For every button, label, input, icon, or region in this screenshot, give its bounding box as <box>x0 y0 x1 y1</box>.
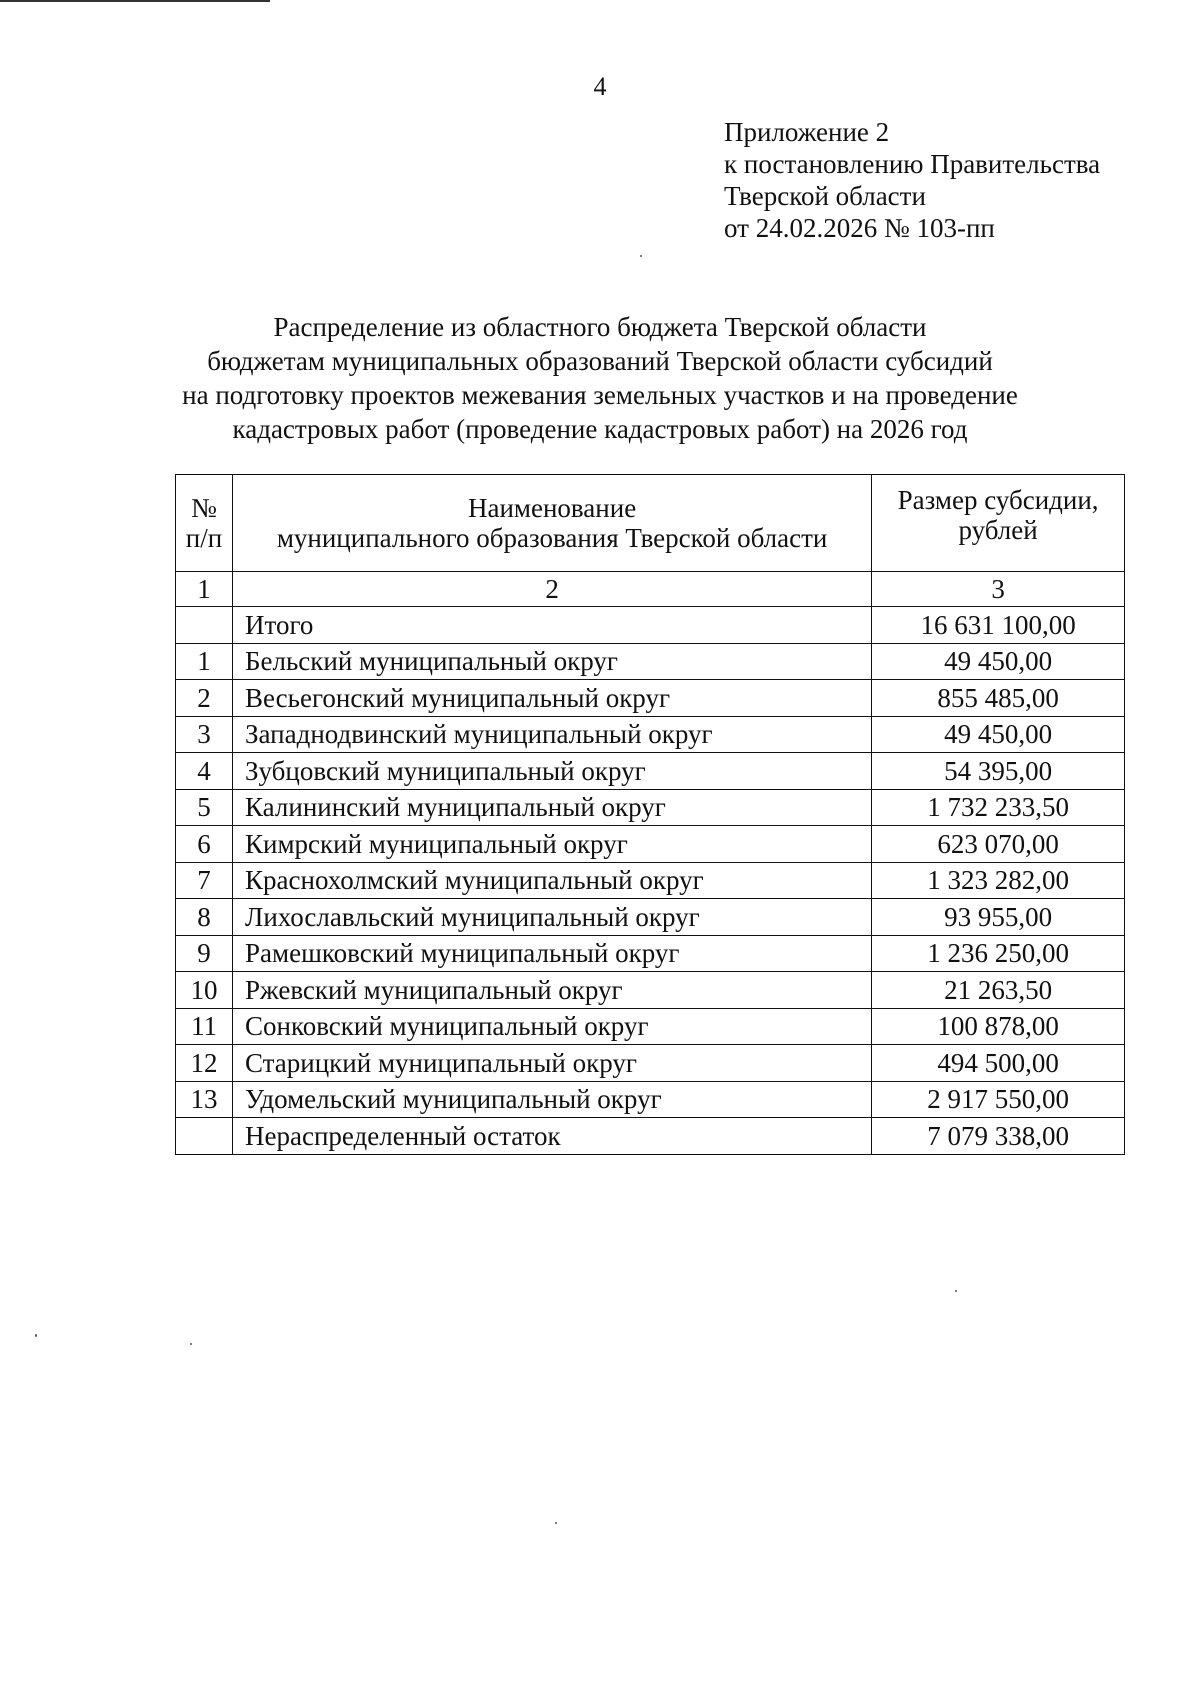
scan-speck <box>35 1334 37 1337</box>
row-name: Краснохолмский муниципальный округ <box>233 862 872 899</box>
table-row <box>176 643 1125 680</box>
row-num <box>176 607 233 644</box>
row-name: Сонковский муниципальный округ <box>233 1008 872 1045</box>
subsidy-table <box>175 474 1125 1155</box>
row-sum: 1 236 250,00 <box>872 935 1125 972</box>
row-name: Бельский муниципальный округ <box>233 643 872 680</box>
row-name: Западнодвинский муниципальный округ <box>233 716 872 753</box>
table-row-total <box>176 607 1125 644</box>
appendix-line: к постановлению Правительства <box>724 149 1101 179</box>
row-num: 4 <box>176 753 233 790</box>
column-index: 1 <box>176 572 233 607</box>
row-num: 5 <box>176 789 233 826</box>
row-sum: 1 732 233,50 <box>872 789 1125 826</box>
page-number: 4 <box>593 72 607 101</box>
header-name <box>233 475 872 572</box>
title-line: на подготовку проектов межевания земельных участков и на проведение <box>182 380 1018 410</box>
row-name: Ржевский муниципальный округ <box>233 972 872 1009</box>
table-row <box>176 899 1125 936</box>
scan-speck <box>955 1290 957 1292</box>
row-num: 11 <box>176 1008 233 1045</box>
scan-speck <box>190 1343 192 1345</box>
row-sum: 1 323 282,00 <box>872 862 1125 899</box>
header-sum <box>872 475 1125 572</box>
column-index: 2 <box>233 572 872 607</box>
row-name: Старицкий муниципальный округ <box>233 1045 872 1082</box>
row-num: 12 <box>176 1045 233 1082</box>
row-num: 1 <box>176 643 233 680</box>
table-row <box>176 680 1125 717</box>
row-num: 6 <box>176 826 233 863</box>
scan-speck <box>640 255 642 257</box>
title-line: Распределение из областного бюджета Тверской области <box>273 312 927 342</box>
scan-speck <box>555 1522 557 1524</box>
column-index-row <box>176 572 1125 607</box>
row-num: 9 <box>176 935 233 972</box>
row-sum: 2 917 550,00 <box>872 1081 1125 1118</box>
header-sum-line: Размер субсидии, <box>897 485 1099 515</box>
table-row <box>176 753 1125 790</box>
document-title <box>150 310 1050 446</box>
table-row-remainder <box>176 1118 1125 1155</box>
row-name: Весьегонский муниципальный округ <box>233 680 872 717</box>
row-sum: 7 079 338,00 <box>872 1118 1125 1155</box>
row-name: Кимрский муниципальный округ <box>233 826 872 863</box>
header-name-line: Наименование <box>467 493 637 523</box>
table-row <box>176 972 1125 1009</box>
row-sum: 49 450,00 <box>872 643 1125 680</box>
row-num: 13 <box>176 1081 233 1118</box>
table-header-row <box>176 475 1125 572</box>
row-sum: 49 450,00 <box>872 716 1125 753</box>
table-row <box>176 1081 1125 1118</box>
header-sum-line: рублей <box>958 515 1038 545</box>
row-sum: 93 955,00 <box>872 899 1125 936</box>
row-name: Зубцовский муниципальный округ <box>233 753 872 790</box>
table-row <box>176 826 1125 863</box>
header-num <box>176 475 233 572</box>
row-num: 8 <box>176 899 233 936</box>
appendix-line: Тверской области <box>724 181 926 211</box>
title-line: кадастровых работ (проведение кадастровых работ) на 2026 год <box>232 414 968 444</box>
row-sum: 54 395,00 <box>872 753 1125 790</box>
table-row <box>176 1008 1125 1045</box>
row-sum: 21 263,50 <box>872 972 1125 1009</box>
row-num <box>176 1118 233 1155</box>
row-sum: 855 485,00 <box>872 680 1125 717</box>
table-row <box>176 716 1125 753</box>
header-num-line: № <box>191 493 217 523</box>
row-name: Итого <box>233 607 872 644</box>
row-num: 7 <box>176 862 233 899</box>
appendix-block <box>724 116 1100 244</box>
table-row <box>176 1045 1125 1082</box>
appendix-line: Приложение 2 <box>724 117 890 147</box>
table-row <box>176 935 1125 972</box>
table-row <box>176 862 1125 899</box>
row-sum: 623 070,00 <box>872 826 1125 863</box>
row-num: 2 <box>176 680 233 717</box>
appendix-date-line: от 24.02.2026 № 103-пп <box>724 213 995 243</box>
table-row <box>176 789 1125 826</box>
row-num: 3 <box>176 716 233 753</box>
row-num: 10 <box>176 972 233 1009</box>
row-name: Калининский муниципальный округ <box>233 789 872 826</box>
row-name: Удомельский муниципальный округ <box>233 1081 872 1118</box>
header-num-line: п/п <box>185 523 223 553</box>
header-name-line: муниципального образования Тверской области <box>276 523 828 553</box>
title-line: бюджетам муниципальных образований Тверской области субсидий <box>207 346 993 376</box>
row-sum: 16 631 100,00 <box>872 607 1125 644</box>
row-sum: 100 878,00 <box>872 1008 1125 1045</box>
scan-edge-line <box>0 0 270 2</box>
row-sum: 494 500,00 <box>872 1045 1125 1082</box>
column-index: 3 <box>872 572 1125 607</box>
row-name: Рамешковский муниципальный округ <box>233 935 872 972</box>
row-name: Лихославльский муниципальный округ <box>233 899 872 936</box>
row-name: Нераспределенный остаток <box>233 1118 872 1155</box>
